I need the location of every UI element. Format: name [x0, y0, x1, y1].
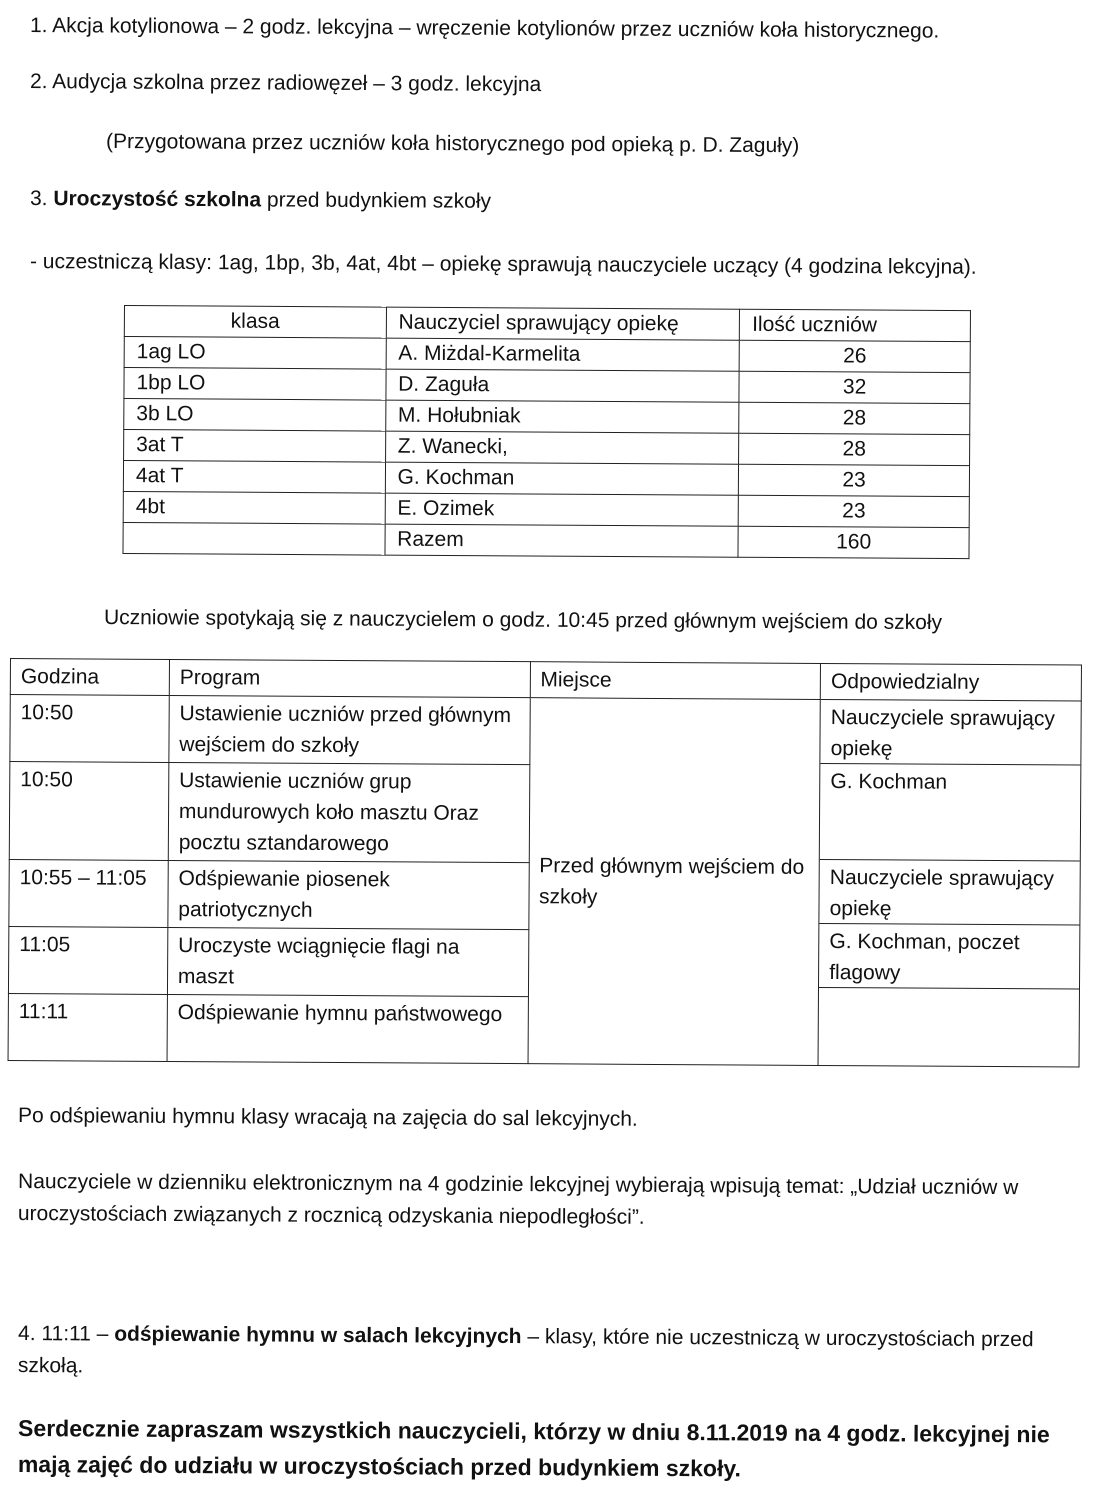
- invitation: Serdecznie zapraszam wszystkich nauczycieli, którzy w dniu 8.11.2019 na 4 godz. lekcyjnej nie mają zajęć do udziału w uroczystościach przed budynkiem szkoły.: [17, 1415, 1050, 1482]
- item-3-rest: przed budynkiem szkoły: [266, 188, 492, 213]
- time-cell: 11:11: [8, 993, 167, 1061]
- schedule-body: [8, 659, 1081, 1068]
- program-cell: Ustawienie uczniów grup mundurowych koło masztu Oraz pocztu sztandarowego: [168, 762, 529, 862]
- time-cell: 11:05: [8, 926, 167, 994]
- teacher-cell: Razem: [385, 524, 739, 557]
- teacher-cell: M. Hołubniak: [385, 400, 739, 433]
- program-cell: Odśpiewanie piosenek patriotycznych: [168, 860, 529, 929]
- teacher-cell: E. Ozimek: [385, 493, 739, 526]
- item-2-note: (Przygotowana przez uczniów koła historycznego pod opieką p. D. Zaguły): [105, 130, 800, 158]
- class-row: [124, 368, 970, 404]
- class-cell: 3b LO: [124, 399, 386, 432]
- schedule-table: [8, 658, 1082, 1068]
- class-cell: 1ag LO: [124, 337, 386, 370]
- teacher-cell: G. Kochman: [385, 462, 739, 495]
- header-teacher: Nauczyciel sprawujący opiekę: [386, 307, 740, 340]
- class-table-body: [123, 306, 970, 559]
- class-row: [123, 491, 969, 527]
- responsible-cell: Nauczyciele sprawujący opiekę: [820, 860, 1080, 926]
- class-row: [123, 522, 969, 558]
- class-cell: 1bp LO: [124, 368, 386, 401]
- journal-note: Nauczyciele w dzienniku elektronicznym na 4 godzinie lekcyjnej wybierają wpisują temat: „Udział uczniów w uroczystościach związanych z rocznicą odzyskania niepodległości”.: [17, 1170, 1019, 1229]
- responsible-cell: G. Kochman, poczet flagowy: [819, 924, 1079, 990]
- teacher-cell: Z. Wanecki,: [385, 431, 739, 464]
- time-cell: 10:50: [10, 695, 169, 763]
- class-row: [124, 337, 970, 373]
- place-cell: Przed głównym wejściem do szkoły: [528, 698, 821, 1066]
- class-row: [124, 430, 970, 466]
- schedule-row: [10, 695, 1081, 769]
- program-cell: Ustawienie uczniów przed głównym wejściem do szkoły: [169, 695, 530, 764]
- after-hymn-note: Po odśpiewaniu hymnu klasy wracają na zajęcia do sal lekcyjnych.: [17, 1104, 638, 1131]
- class-cell: [123, 522, 385, 555]
- count-cell: 160: [738, 526, 969, 558]
- item-1: 1. Akcja kotylionowa – 2 godz. lekcyjna – wręczenie kotylionów przez uczniów koła historycznego.: [29, 14, 940, 43]
- item-4-title: odśpiewanie hymnu w salach lekcyjnych: [114, 1322, 522, 1349]
- program-cell: Odśpiewanie hymnu państwowego: [167, 994, 528, 1063]
- class-cell: 4at T: [123, 461, 385, 494]
- responsible-cell: G. Kochman: [820, 764, 1080, 862]
- time-cell: 10:55 – 11:05: [9, 859, 168, 927]
- count-cell: 23: [739, 464, 970, 496]
- class-row: [124, 399, 970, 435]
- program-cell: Uroczyste wciągnięcie flagi na maszt: [167, 927, 528, 996]
- item-4-prefix: 4. 11:11 –: [18, 1322, 109, 1346]
- item-3: [30, 187, 491, 214]
- class-cell: 4bt: [123, 491, 385, 524]
- time-cell: 10:50: [9, 762, 168, 861]
- count-cell: 28: [739, 402, 970, 434]
- item-3-title: Uroczystość szkolna: [53, 187, 262, 212]
- item-3-classes: - uczestniczą klasy: 1ag, 1bp, 3b, 4at, 4bt – opiekę sprawują nauczyciele uczący (4 godzina lekcyjna).: [29, 250, 977, 279]
- responsible-column: [818, 699, 1081, 1067]
- class-table: [122, 305, 971, 559]
- class-row: [123, 461, 969, 497]
- meeting-note: Uczniowie spotykają się z nauczycielem o godz. 10:45 przed głównym wejściem do szkoły: [103, 606, 943, 635]
- count-cell: 23: [738, 495, 969, 527]
- count-cell: 26: [739, 340, 970, 372]
- count-cell: 32: [739, 371, 970, 403]
- header-program: Program: [169, 659, 530, 697]
- teacher-cell: D. Zaguła: [386, 369, 740, 402]
- responsible-cell: Nauczyciele sprawujący opiekę: [821, 700, 1081, 766]
- class-cell: 3at T: [124, 430, 386, 463]
- count-cell: 28: [739, 433, 970, 465]
- item-4-rest: – klasy, które nie uczestniczą w uroczystościach przed szkołą.: [17, 1325, 1034, 1378]
- teacher-cell: A. Miżdal-Karmelita: [386, 338, 740, 371]
- item-4: [18, 1318, 1068, 1388]
- header-klasa: klasa: [124, 306, 386, 339]
- responsible-cell: [819, 988, 1079, 1050]
- header-miejsce: Miejsce: [530, 662, 821, 700]
- header-count: Ilość uczniów: [740, 309, 971, 341]
- item-2: 2. Audycja szkolna przez radiowęzeł – 3 godz. lekcyjna: [29, 70, 542, 97]
- header-godzina: Godzina: [10, 659, 169, 696]
- item-3-number: 3.: [29, 187, 48, 211]
- class-table-header: [124, 306, 970, 342]
- header-odpowiedzialny: Odpowiedzialny: [820, 663, 1081, 701]
